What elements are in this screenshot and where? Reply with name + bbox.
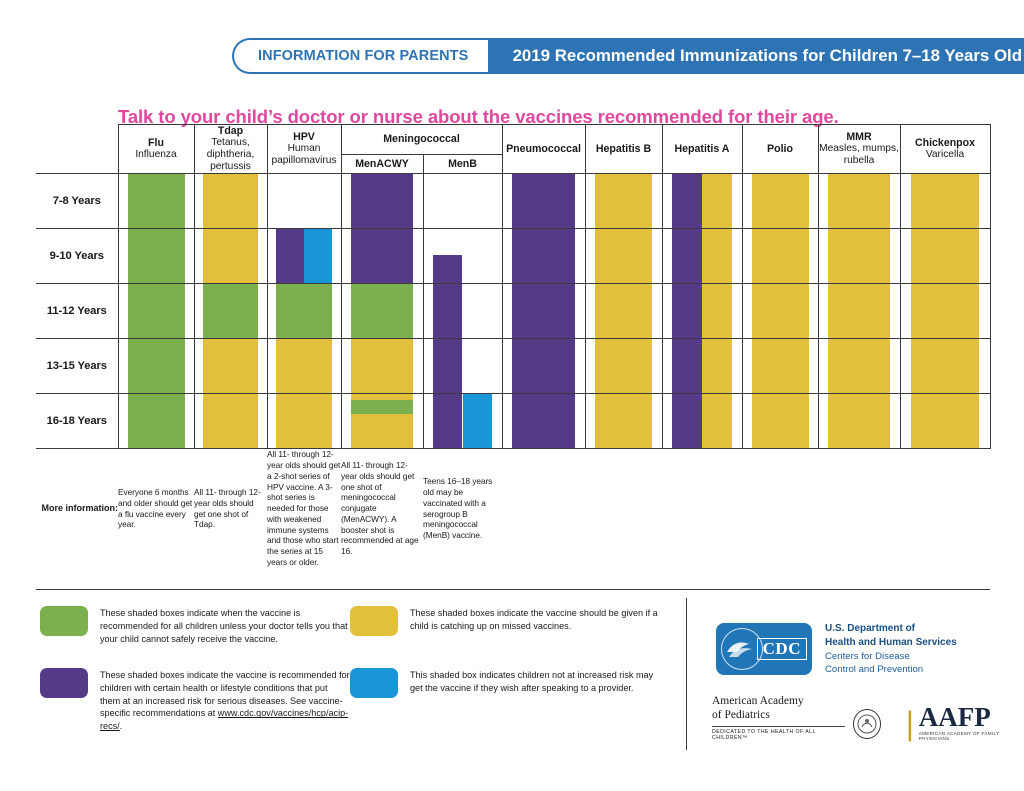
col-header-pneumococcal: Pneumococcal — [502, 125, 585, 174]
footnote-pneumococcal — [502, 449, 585, 568]
banner-title-text: 2019 Recommended Immunizations for Children 7–18 Years Old — [512, 46, 1023, 65]
cell-menb-16-18 — [423, 394, 502, 449]
cdc-logo-block — [716, 622, 957, 676]
cell-menacwy-7-8 — [341, 174, 423, 229]
footnote-tdap: All 11- through 12-year olds should get one shot of Tdap. — [194, 486, 261, 530]
cdc-line-3: Centers for Disease — [825, 650, 910, 662]
aap-tagline: DEDICATED TO THE HEALTH OF ALL CHILDREN™ — [712, 726, 845, 741]
cell-hepa-7-8 — [662, 174, 742, 229]
header-banner-row — [0, 38, 1024, 74]
age-label-9-10: 9-10 Years — [36, 229, 118, 284]
col-header-tdap: Tdap Tetanus, diphtheria, pertussis — [194, 125, 267, 174]
legend-text-purple — [100, 668, 350, 734]
aafp-wordmark: AAFP — [918, 701, 991, 732]
cell-hpv-9-10 — [267, 229, 341, 284]
table-corner-cell — [36, 125, 118, 174]
aafp-text-block — [918, 701, 1024, 741]
cell-flu-11-12 — [118, 284, 194, 339]
col-header-mmr: MMR Measles, mumps, rubella — [818, 125, 900, 174]
cell-menacwy-16-18 — [341, 394, 423, 449]
cell-menacwy-9-10 — [341, 229, 423, 284]
col-header-hpv: HPV Human papillomavirus — [267, 125, 341, 174]
banner-eyebrow-label: INFORMATION FOR PARENTS — [232, 38, 488, 74]
cell-hepb-7-8 — [585, 174, 662, 229]
legend-item-green — [40, 606, 350, 646]
col-header-polio: Polio — [742, 125, 818, 174]
cell-tdap-16-18 — [194, 394, 267, 449]
aap-line-1: American Academy — [712, 695, 804, 707]
cell-mmr-9-10 — [818, 229, 900, 284]
page-tagline: Talk to your child’s doctor or nurse about the vaccines recommended for their age. — [118, 106, 839, 127]
age-label-16-18: 16-18 Years — [36, 394, 118, 449]
cell-polio-11-12 — [742, 284, 818, 339]
cell-chickenpox-13-15 — [900, 339, 990, 394]
cell-flu-7-8 — [118, 174, 194, 229]
legend — [40, 606, 680, 755]
footnote-flu: Everyone 6 months and older should get a flu vaccine every year. — [118, 486, 193, 530]
age-label-7-8: 7-8 Years — [36, 174, 118, 229]
table-header-group-row — [36, 125, 990, 155]
cdc-agency-text — [825, 622, 957, 676]
cell-hpv-11-12 — [267, 284, 341, 339]
cell-chickenpox-7-8 — [900, 174, 990, 229]
cell-hpv-13-15 — [267, 339, 341, 394]
asclepius-rod-icon: ⎮ — [903, 710, 917, 741]
col-header-chickenpox: Chickenpox Varicella — [900, 125, 990, 174]
cell-hepa-11-12 — [662, 284, 742, 339]
cell-tdap-11-12 — [194, 284, 267, 339]
col-header-hepatitis-a: Hepatitis A — [662, 125, 742, 174]
cell-pneumococcal-7-8 — [502, 174, 585, 229]
cdc-line-2: Health and Human Services — [825, 636, 957, 648]
footnote-hepb — [585, 449, 662, 568]
legend-text-yellow: These shaded boxes indicate the vaccine should be given if a child is catching up on missed vaccines. — [410, 608, 658, 631]
cell-tdap-13-15 — [194, 339, 267, 394]
cell-hepb-13-15 — [585, 339, 662, 394]
cell-polio-9-10 — [742, 229, 818, 284]
cell-tdap-7-8 — [194, 174, 267, 229]
footnote-mmr — [818, 449, 900, 568]
cell-hepb-11-12 — [585, 284, 662, 339]
partner-logos-block — [712, 694, 1024, 741]
legend-text-green: These shaded boxes indicate when the vaccine is recommended for all children unless your doctor tells you that your child cannot safely receive the vaccine. — [100, 608, 348, 644]
legend-text-blue: This shaded box indicates children not at increased risk may get the vaccine if they wish after speaking to a provider. — [410, 669, 654, 693]
cell-menb-13-15 — [423, 339, 502, 394]
footnote-chickenpox — [900, 449, 990, 568]
age-label-11-12: 11-12 Years — [36, 284, 118, 339]
legend-text-purple-after: . — [119, 721, 123, 732]
legend-item-purple — [40, 668, 350, 734]
cdc-wordmark: CDC — [757, 638, 807, 660]
aafp-logo — [903, 701, 1024, 741]
cell-polio-7-8 — [742, 174, 818, 229]
cell-chickenpox-11-12 — [900, 284, 990, 339]
cdc-line-1: U.S. Department of — [825, 623, 916, 634]
aap-seal-icon — [853, 709, 881, 739]
more-information-row — [36, 449, 990, 568]
aap-line-2: of Pediatrics — [712, 709, 770, 722]
cell-hpv-16-18 — [267, 394, 341, 449]
cdc-line-4: Control and Prevention — [825, 663, 924, 675]
header-banner — [232, 38, 1023, 74]
cell-menacwy-11-12 — [341, 284, 423, 339]
cell-mmr-16-18 — [818, 394, 900, 449]
cell-hepb-16-18 — [585, 394, 662, 449]
cell-menb-7-8 — [423, 174, 502, 229]
aafp-tagline: AMERICAN ACADEMY OF FAMILY PHYSICIANS — [918, 730, 1000, 741]
cell-chickenpox-16-18 — [900, 394, 990, 449]
banner-title — [488, 38, 1024, 74]
table-row — [36, 284, 990, 339]
legend-logo-divider — [686, 598, 687, 750]
footnote-polio — [742, 449, 818, 568]
col-header-menb: MenB — [423, 155, 502, 174]
legend-swatch-blue — [350, 668, 398, 698]
aap-text — [712, 694, 845, 723]
cell-mmr-7-8 — [818, 174, 900, 229]
legend-swatch-yellow — [350, 606, 398, 636]
col-header-hepatitis-b: Hepatitis B — [585, 125, 662, 174]
cell-mmr-11-12 — [818, 284, 900, 339]
cell-pneumococcal-11-12 — [502, 284, 585, 339]
col-header-meningococcal-group: Meningococcal — [341, 125, 502, 155]
legend-text-purple-before: These shaded boxes indicate the vaccine is recommended for children with certain health or lifestyle conditions that put them at an increased risk for serious diseases. See vaccine-specific recommendations at — [100, 669, 350, 719]
legend-item-blue — [350, 668, 660, 734]
cell-menacwy-13-15 — [341, 339, 423, 394]
cell-pneumococcal-9-10 — [502, 229, 585, 284]
cell-pneumococcal-13-15 — [502, 339, 585, 394]
age-label-13-15: 13-15 Years — [36, 339, 118, 394]
cell-flu-9-10 — [118, 229, 194, 284]
legend-swatch-green — [40, 606, 88, 636]
cell-pneumococcal-16-18 — [502, 394, 585, 449]
footnote-menb: Teens 16–18 years old may be vaccinated with a serogroup B meningococcal (MenB) vaccine. — [423, 476, 493, 541]
cell-chickenpox-9-10 — [900, 229, 990, 284]
table-row — [36, 394, 990, 449]
acip-recs-link[interactable]: www.cdc.gov/vaccines/hcp/acip-recs/ — [100, 708, 349, 732]
cell-hepa-13-15 — [662, 339, 742, 394]
cell-menb-9-10 — [423, 229, 502, 284]
cell-flu-16-18 — [118, 394, 194, 449]
more-information-label: More information: — [41, 503, 118, 514]
table-row — [36, 339, 990, 394]
cell-menb-11-12 — [423, 284, 502, 339]
cell-hepb-9-10 — [585, 229, 662, 284]
cell-hepa-16-18 — [662, 394, 742, 449]
section-divider — [36, 589, 990, 590]
col-header-menacwy: MenACWY — [341, 155, 423, 174]
cdc-logo-mark — [716, 623, 812, 675]
legend-item-yellow — [350, 606, 660, 646]
footnote-hepa — [662, 449, 742, 568]
footnote-hpv: All 11- through 12-year olds should get a 2-shot series of HPV vaccine. A 3-shot series is needed for those with weakened immune systems and those who start the series at 15 years or older. — [267, 449, 341, 568]
col-header-flu: Flu Influenza — [118, 125, 194, 174]
legend-swatch-purple — [40, 668, 88, 698]
cell-polio-16-18 — [742, 394, 818, 449]
cell-mmr-13-15 — [818, 339, 900, 394]
table-row — [36, 229, 990, 284]
legend-row-1 — [40, 606, 680, 646]
cell-tdap-9-10 — [194, 229, 267, 284]
cell-hpv-7-8 — [267, 174, 341, 229]
hhs-seal-icon — [721, 628, 763, 670]
cell-flu-13-15 — [118, 339, 194, 394]
legend-row-2 — [40, 668, 680, 734]
footnote-menacwy: All 11- through 12-year olds should get one shot of meningococcal conjugate (MenACWY). A booster shot is recommended at age 16. — [341, 459, 419, 557]
aap-logo — [712, 694, 845, 741]
cell-polio-13-15 — [742, 339, 818, 394]
table-row — [36, 174, 990, 229]
cell-hepa-9-10 — [662, 229, 742, 284]
immunization-schedule-table — [36, 124, 991, 568]
